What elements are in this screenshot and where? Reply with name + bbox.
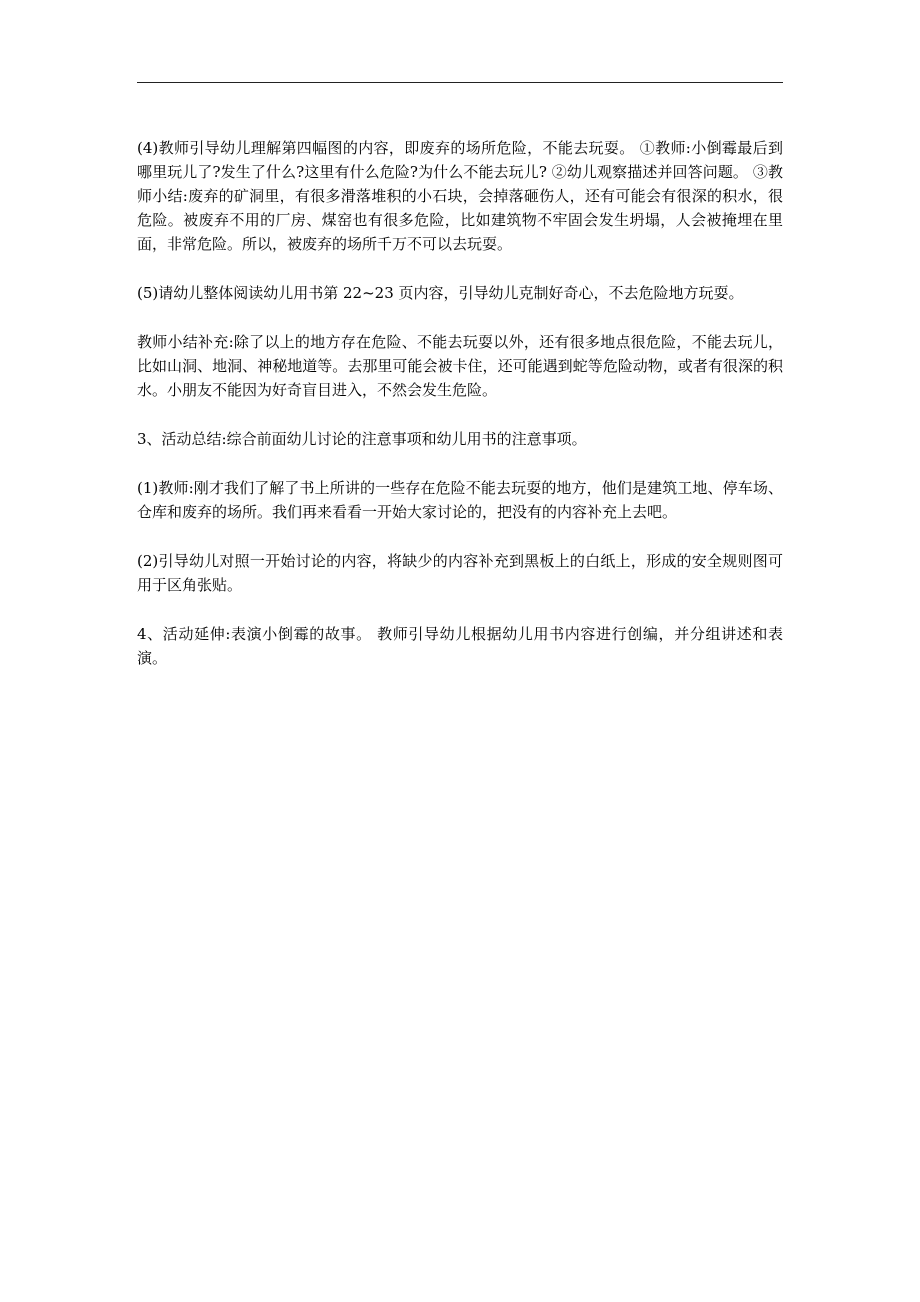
header-rule <box>137 82 783 83</box>
paragraph-teacher-summary: 教师小结补充:除了以上的地方存在危险、不能去玩耍以外，还有很多地点很危险，不能去玩儿，比如山洞、地洞、神秘地道等。去那里可能会被卡住，还可能遇到蛇等危险动物，或者有很深的积水。小朋友不能因为好奇盲目进入，不然会发生危险。 <box>137 333 783 399</box>
paragraph-summary-step-2: (2)引导幼儿对照一开始讨论的内容，将缺少的内容补充到黑板上的白纸上，形成的安全规则图可用于区角张贴。 <box>137 552 783 594</box>
paragraph-step-5-read-book: (5)请幼儿整体阅读幼儿用书第 22~23 页内容，引导幼儿克制好奇心，不去危险地方玩耍。 <box>137 284 744 302</box>
document-body <box>137 136 783 695</box>
paragraph-step-4-abandoned-places: (4)教师引导幼儿理解第四幅图的内容，即废弃的场所危险，不能去玩耍。 ①教师:小倒霉最后到哪里玩儿了?发生了什么?这里有什么危险?为什么不能去玩儿? ②幼儿观察描述并回答问题。 ③教师小结:废弃的矿洞里，有很多滑落堆积的小石块，会掉落砸伤人，还有可能会有很深的积水，很危险。被废弃不用的厂房、煤窑也有很多危险，比如建筑物不牢固会发生坍塌，人会被掩埋在里面，非常危险。所以，被废弃的场所千万不可以去玩耍。 <box>137 139 783 253</box>
paragraph-activity-summary: 3、活动总结:综合前面幼儿讨论的注意事项和幼儿用书的注意事项。 <box>137 430 587 448</box>
paragraph-summary-step-1: (1)教师:刚才我们了解了书上所讲的一些存在危险不能去玩耍的地方，他们是建筑工地、停车场、仓库和废弃的场所。我们再来看看一开始大家讨论的，把没有的内容补充上去吧。 <box>137 479 783 521</box>
paragraph-activity-extension: 4、活动延伸:表演小倒霉的故事。 教师引导幼儿根据幼儿用书内容进行创编，并分组讲述和表演。 <box>137 625 783 667</box>
